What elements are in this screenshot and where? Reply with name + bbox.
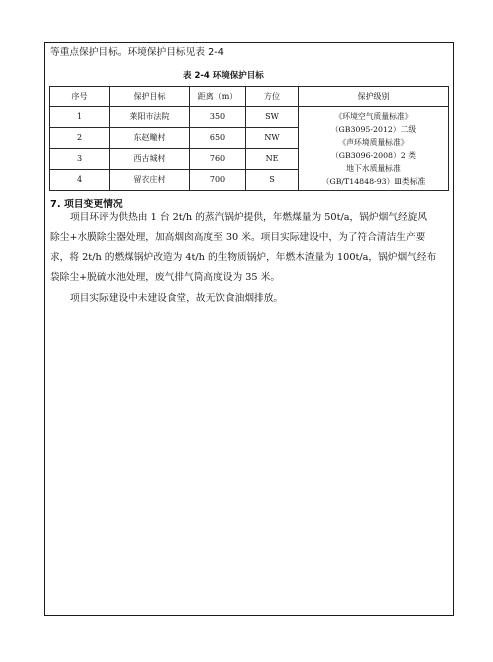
paragraph-line: 项目环评为供热由 1 台 2t/h 的蒸汽锅炉提供，年燃煤量为 50t/a，锅炉烟气经旋风 — [70, 212, 428, 223]
protection-target-table — [49, 86, 449, 191]
table-row — [50, 107, 449, 128]
paragraph-line: 求，将 2t/h 的燃煤锅炉改造为 4t/h 的生物质锅炉，年燃木渣量为 100t/a，锅炉烟气经布 — [50, 252, 437, 263]
intro-text: 等重点保护目标。环境保护目标见表 2-4 — [50, 47, 224, 58]
standard-line: （GB/T14848-93）Ⅲ类标准 — [321, 176, 426, 186]
standard-line: 《声环境质量标准》 — [338, 137, 409, 147]
cell-no: 1 — [50, 107, 110, 128]
cell-direction: NE — [246, 149, 299, 170]
change-description-paragraph — [50, 208, 447, 288]
cell-target: 西古城村 — [110, 149, 190, 170]
header-target: 保护目标 — [110, 87, 190, 107]
standard-line: 《环境空气质量标准》 — [334, 111, 413, 121]
section-heading: 7. 项目变更情况 — [50, 199, 123, 210]
standard-line: 地下水质量标准 — [346, 163, 401, 173]
cell-standard — [299, 107, 449, 191]
standard-line: （GB3096-2008）2 类 — [330, 150, 417, 160]
cell-no: 2 — [50, 128, 110, 149]
standard-line: （GB3095-2012）二级 — [330, 124, 417, 134]
cell-no: 3 — [50, 149, 110, 170]
header-distance: 距离（m） — [190, 87, 246, 107]
cell-distance: 700 — [190, 170, 246, 191]
cell-distance: 650 — [190, 128, 246, 149]
cell-target: 东赵疃村 — [110, 128, 190, 149]
cell-direction: S — [246, 170, 299, 191]
table-header-row — [50, 87, 449, 107]
cell-distance: 350 — [190, 107, 246, 128]
header-direction: 方位 — [246, 87, 299, 107]
cell-target: 莱阳市法院 — [110, 107, 190, 128]
paragraph-line: 项目实际建设中未建设食堂，故无饮食油烟排放。 — [70, 293, 284, 304]
cell-direction: SW — [246, 107, 299, 128]
cell-direction: NW — [246, 128, 299, 149]
paragraph-line: 除尘+水膜除尘器处理，加高烟囱高度至 30 米。项目实际建设中，为了符合清洁生产要 — [50, 232, 426, 243]
cell-target: 留衣庄村 — [110, 170, 190, 191]
header-no: 序号 — [50, 87, 110, 107]
paragraph-line: 袋除尘+脱硫水池处理，废气排气筒高度设为 35 米。 — [50, 272, 281, 283]
header-standard: 保护级别 — [299, 87, 449, 107]
cell-distance: 760 — [190, 149, 246, 170]
table-caption: 表 2-4 环境保护目标 — [183, 71, 264, 81]
cell-no: 4 — [50, 170, 110, 191]
canteen-note-paragraph — [50, 289, 447, 309]
